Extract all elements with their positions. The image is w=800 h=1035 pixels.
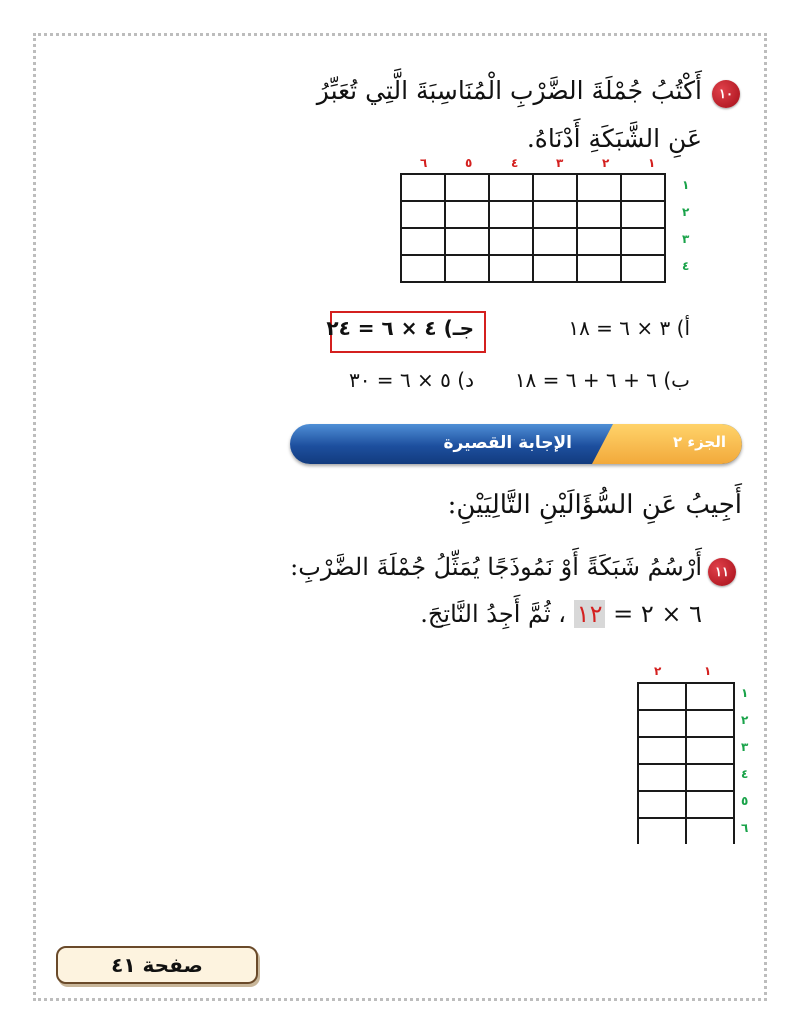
section-banner <box>290 424 742 464</box>
q10-col-label-3: ٣ <box>556 156 564 170</box>
q11-answer-highlight: ١٢ <box>574 600 606 628</box>
q10-row-label-1: ١ <box>682 178 690 192</box>
q10-col-label-5: ٥ <box>465 156 473 170</box>
q10-option-a[interactable]: أ) ٣ × ٦ = ١٨ <box>568 316 690 340</box>
section-title: الإجابة القصيرة <box>443 433 572 453</box>
q10-row-label-2: ٢ <box>682 205 690 219</box>
question-11-line-1: أَرْسُمُ شَبَكَةً أَوْ نَمُوذَجًا يُمَثِّلُ جُمْلَةَ الضَّرْبِ: <box>290 553 702 581</box>
q10-col-label-1: ١ <box>648 156 656 170</box>
q11-row-label-6: ٦ <box>741 821 749 835</box>
q11-row-label-4: ٤ <box>741 767 749 781</box>
question-10-line-1: أَكْتُبُ جُمْلَةَ الضَّرْبِ الْمُنَاسِبَةَ الَّتِي تُعَبِّرُ <box>316 76 702 105</box>
q10-row-label-3: ٣ <box>682 232 690 246</box>
q10-col-label-6: ٦ <box>420 156 428 170</box>
q11-expression: ٦ × ٢ = <box>613 600 702 628</box>
q11-col-label-2: ٢ <box>654 664 662 678</box>
q10-col-label-2: ٢ <box>602 156 610 170</box>
q10-option-c[interactable]: جـ) ٤ × ٦ = ٢٤ <box>326 316 474 340</box>
q10-grid <box>400 173 666 283</box>
q10-row-label-4: ٤ <box>682 259 690 273</box>
question-10-number: ١٠ <box>719 86 733 102</box>
q11-row-label-1: ١ <box>741 686 749 700</box>
q11-row-label-3: ٣ <box>741 740 749 754</box>
page-number-box <box>56 946 258 984</box>
q10-option-b[interactable]: ب) ٦ + ٦ + ٦ = ١٨ <box>514 368 690 392</box>
q11-row-label-5: ٥ <box>741 794 749 808</box>
q11-grid <box>637 682 735 844</box>
question-11-number: ١١ <box>715 564 729 580</box>
section-tab-label: الجزء ٢ <box>673 433 726 451</box>
q11-col-label-1: ١ <box>704 664 712 678</box>
question-10-number-badge <box>712 80 740 108</box>
question-11-line-2 <box>420 600 702 628</box>
instruction-text: أَجِيبُ عَنِ السُّؤَالَيْنِ التَّالِيَيْنِ: <box>447 490 742 520</box>
question-11-number-badge <box>708 558 736 586</box>
page-number-label: صفحة ٤١ <box>111 953 203 977</box>
q10-option-d[interactable]: د) ٥ × ٦ = ٣٠ <box>348 368 474 392</box>
q11-row-label-2: ٢ <box>741 713 749 727</box>
q10-col-label-4: ٤ <box>511 156 519 170</box>
question-10-line-2: عَنِ الشَّبَكَةِ أَدْنَاهُ. <box>526 124 702 153</box>
q11-instruction-rest: ، ثُمَّ أَجِدُ النَّاتِجَ. <box>420 600 567 628</box>
